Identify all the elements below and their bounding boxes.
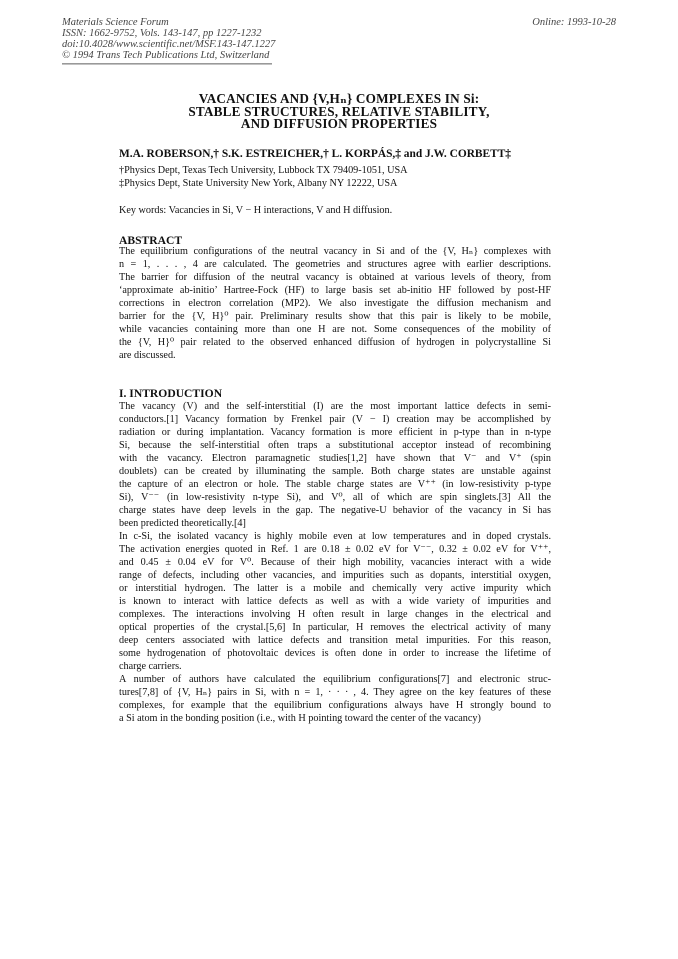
text-line: the {V, H}⁰ pair related to the observed enhanced diffusion of hydrogen in polycrystalline Si <box>119 337 551 348</box>
text-line: been predicted theoretically.[4] <box>119 518 246 529</box>
abstract-text <box>119 245 551 362</box>
text-line: conductors.[1] Vacancy formation by Frenkel pair (V − I) creation may be accomplished by <box>119 414 551 425</box>
text-line: a Si atom in the bonding position (i.e., with H pointing toward the center of the vacancy) <box>119 713 481 724</box>
text-line: deep centers associated with lattice defects and transition metal impurities. For this reason, <box>119 635 551 646</box>
text-line: Si), V⁻⁻ (in low-resistivity n-type Si), and V⁰, all of which are spin singlets.[3] All the <box>119 492 551 503</box>
text-line: n = 1, . . . , 4 are calculated. The geometries and structures agree with earlier descriptions. <box>119 259 551 270</box>
abstract-heading: ABSTRACT <box>119 234 183 247</box>
title-line: VACANCIES AND {V,Hₙ} COMPLEXES IN Si: <box>198 91 480 106</box>
issn-line: ISSN: 1662-9752, Vols. 143-147, pp 1227-1232 <box>62 28 262 39</box>
paragraph <box>119 400 551 530</box>
scan-artifact <box>62 62 272 66</box>
text-line: are discussed. <box>119 350 176 361</box>
text-line: some hydrogenation of photovoltaic devices is often done in order to increase the lifetime of <box>119 648 551 659</box>
text-line: and 0.45 ± 0.04 eV for V⁰. Because of their high mobility, vacancies interact with a wide <box>119 557 551 568</box>
journal-name: Materials Science Forum <box>62 17 169 28</box>
copyright-line: © 1994 Trans Tech Publications Ltd, Switzerland <box>62 50 270 61</box>
text-line: tures[7,8] of {V, Hₙ} pairs in Si, with n = 1, · · · , 4. They agree on the key features of these <box>119 687 551 698</box>
text-line: complexes. The interactions involving H often result in large changes in the electrical and <box>119 609 551 620</box>
text-line: or interstitial hydrogen. The latter is a mobile and chemically very active impurity which <box>119 583 551 594</box>
doi-line: doi:10.4028/www.scientific.net/MSF.143-147.1227 <box>62 39 276 50</box>
author-list: M.A. ROBERSON,† S.K. ESTREICHER,† L. KORPÁS,‡ and J.W. CORBETT‡ <box>119 148 512 160</box>
text-line: optical properties of the crystal.[5,6] In particular, H removes the electrical activity of many <box>119 622 551 633</box>
text-line: In c-Si, the isolated vacancy is highly mobile even at low temperatures and in doped crystals. <box>119 531 551 542</box>
text-line: with the vacancy. Electron paramagnetic studies[1,2] have shown that V⁻ and V⁺ (spin <box>119 453 551 464</box>
text-line: A number of authors have calculated the equilibrium configurations[7] and electronic struc- <box>119 674 551 685</box>
text-line: charge carriers. <box>119 661 182 672</box>
text-line: corrections in electron correlation (MP2). We also investigate the diffusion mechanism and <box>119 298 551 309</box>
text-line: The vacancy (V) and the self-interstitial (I) are the most important lattice defects in semi- <box>119 401 551 412</box>
text-line: barrier for the {V, H}⁰ pair. Preliminary results show that this pair is likely to be mobile, <box>119 311 551 322</box>
affiliation: ‡Physics Dept, State University New York, Albany NY 12222, USA <box>119 178 398 189</box>
paragraph <box>119 673 551 725</box>
journal-header <box>62 17 275 61</box>
text-line: is known to interact with lattice defects as well as with a wide variety of impurities and <box>119 596 551 607</box>
title-line: STABLE STRUCTURES, RELATIVE STABILITY, <box>188 103 490 119</box>
text-line: complexes, for example that the equilibrium configurations always have H strongly bound to <box>119 700 551 711</box>
text-line: radiation or during implantation. Vacancy formation is more efficient in p-type than in n-type <box>119 427 551 438</box>
title-line: AND DIFFUSION PROPERTIES <box>240 116 438 131</box>
text-line: while vacancies containing more than one H are not. Some consequences of the mobility of <box>119 324 551 335</box>
text-line: range of defects, including other vacancies, and impurities such as dopants, interstitial oxygen, <box>119 570 551 581</box>
paper-title <box>0 93 678 131</box>
text-line: ‘approximate ab-initio’ Hartree-Fock (HF) to large basis set ab-initio HF followed by post-HF <box>119 285 551 296</box>
introduction-text <box>119 400 551 725</box>
text-line: Si, because the self-interstitial often traps a substitutional acceptor instead of recombining <box>119 440 551 451</box>
affiliation: †Physics Dept, Texas Tech University, Lubbock TX 79409-1051, USA <box>119 165 408 176</box>
text-line: The activation energies quoted in Ref. 1 are 0.18 ± 0.02 eV for V⁻⁻, 0.32 ± 0.02 eV for V⁺⁺, <box>119 544 551 555</box>
paragraph <box>119 530 551 673</box>
introduction-heading: I. INTRODUCTION <box>119 387 223 400</box>
text-line: the capture of an electron or hole. The stable charge states are V⁺⁺ (in low-resistivity p-type <box>119 479 551 490</box>
text-line: charge states have deep levels in the gap. The negative-U behavior of the vacancy in Si has <box>119 505 551 516</box>
keywords: Key words: Vacancies in Si, V − H interactions, V and H diffusion. <box>119 205 393 216</box>
online-date: Online: 1993-10-28 <box>532 17 616 28</box>
text-line: The barrier for diffusion of the neutral vacancy is obtained at various levels of theory, from <box>119 272 551 283</box>
text-line: doublets) can be created by illuminating the sample. Both charge states are unstable against <box>119 466 551 477</box>
text-line: The equilibrium configurations of the neutral vacancy in Si and of the {V, Hₙ} complexes with <box>119 246 551 257</box>
